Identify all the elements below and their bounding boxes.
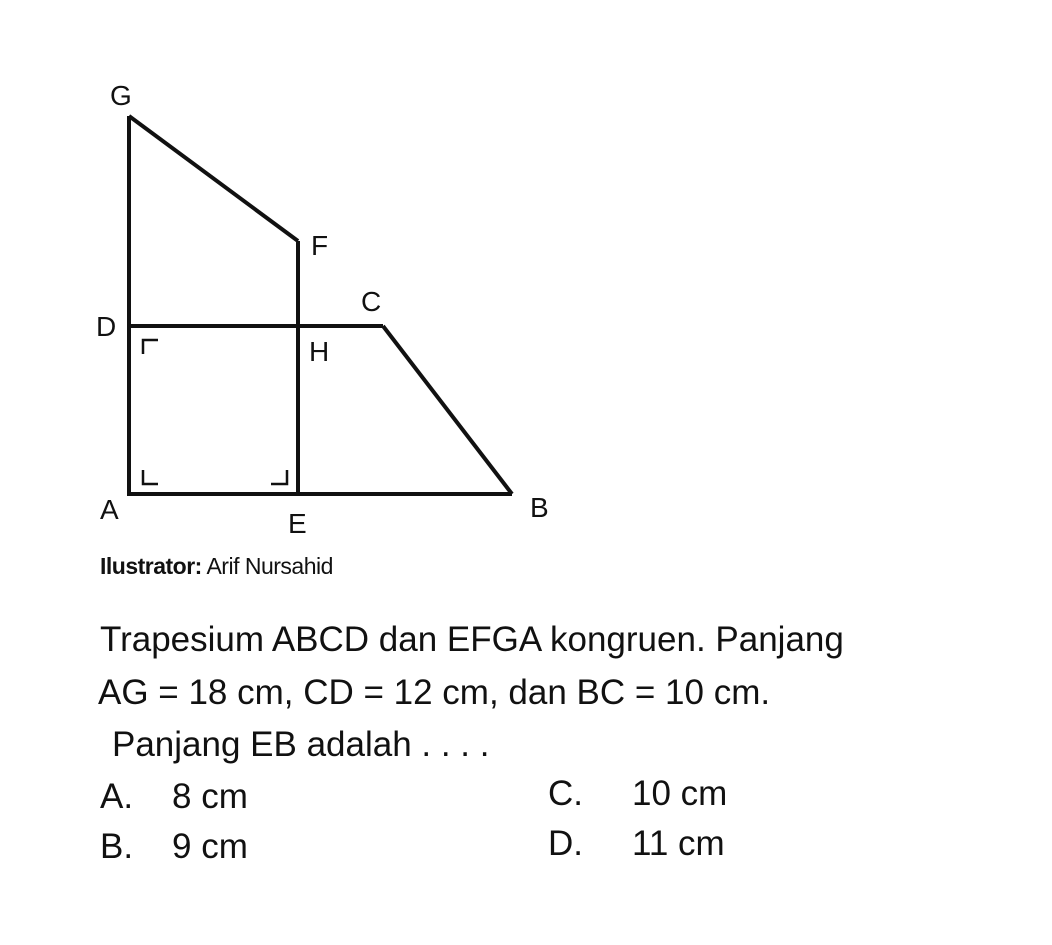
option-c[interactable] — [548, 774, 727, 814]
illustrator-label: Ilustrator: — [100, 553, 202, 579]
option-c-text: 10 cm — [632, 774, 728, 813]
question-line-1: Trapesium ABCD dan EFGA kongruen. Panjang — [100, 620, 844, 659]
vertex-label-g: G — [110, 80, 132, 111]
option-d[interactable] — [548, 824, 725, 864]
option-d-letter: D. — [548, 824, 583, 863]
vertex-label-c: C — [361, 286, 382, 317]
option-a-text: 8 cm — [172, 777, 248, 816]
question-line-2: AG = 18 cm, CD = 12 cm, dan BC = 10 cm. — [98, 673, 771, 712]
right-angle-mark-e — [271, 470, 287, 484]
vertex-label-e: E — [288, 508, 307, 539]
segment-g-f — [129, 116, 298, 241]
option-b-text: 9 cm — [172, 827, 248, 866]
option-b[interactable] — [100, 827, 248, 867]
right-angle-mark-a — [143, 470, 158, 484]
question-line-3: Panjang EB adalah . . . . — [112, 725, 490, 764]
right-angle-mark-d — [143, 340, 158, 354]
illustrator-name: Arif Nursahid — [206, 553, 333, 579]
illustrator-credit — [100, 552, 333, 580]
option-a-letter: A. — [100, 777, 134, 816]
segment-c-b — [383, 326, 512, 494]
vertex-label-h: H — [309, 336, 330, 367]
option-a[interactable] — [100, 777, 248, 817]
vertex-label-f: F — [311, 230, 329, 261]
vertex-label-b: B — [530, 492, 549, 523]
option-c-letter: C. — [548, 774, 583, 813]
vertex-label-d: D — [96, 311, 117, 342]
option-d-text: 11 cm — [632, 824, 725, 863]
vertex-label-a: A — [100, 494, 119, 525]
option-b-letter: B. — [100, 827, 134, 866]
